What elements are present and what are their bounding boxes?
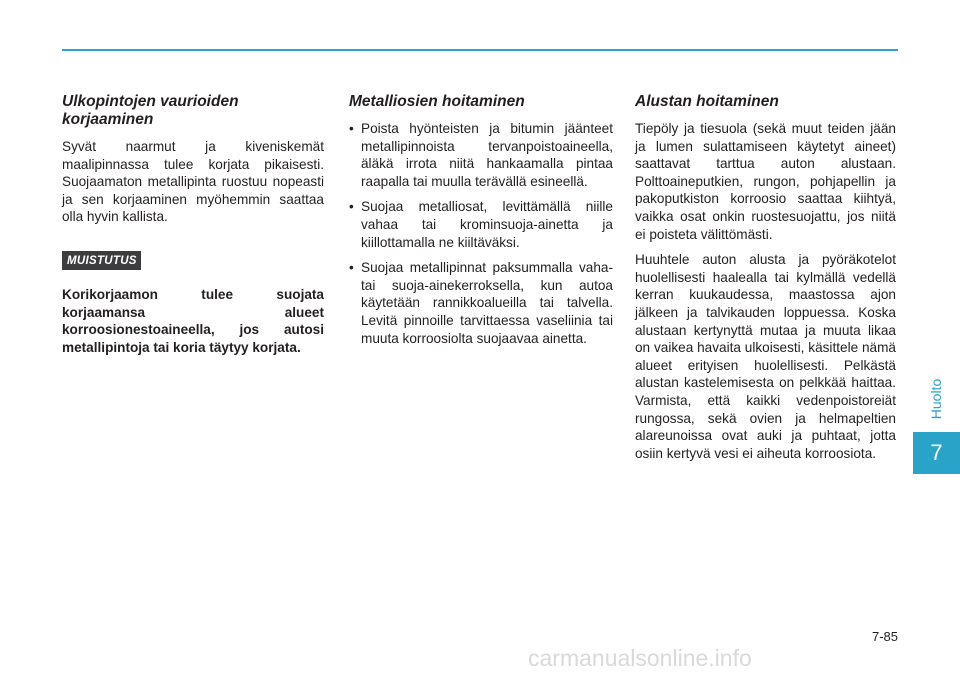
bullet-icon: • (349, 121, 354, 136)
bullet-icon: • (349, 199, 354, 215)
watermark: carmanualsonline.info (528, 645, 752, 671)
column-metal-parts (349, 93, 613, 355)
paragraph-underbody-2: Huuhtele auton alusta ja pyöräkotelot huolellisesti haalealla tai kylmällä vedellä kerran kuukaudessa, maastossa ajon jälkeen ja talvikauden loppuessa. Koska alustaan kertynyttä mutaa ja muuta likaa on vaikea havaita ulkoisesti, käsittele nämä alueet erityisen huolellisesti. Pelkästä alustan kastelemisesta on pelkkää haittaa. Varmista, että kaikki vedenpoistoreiät rungossa, sekä ovien ja helmapeltien alareunoissa ovat auki ja puhtaat, jotta osiin kertyvä vesi ei aiheuta korroosiota. (635, 252, 896, 461)
section-label (913, 370, 960, 428)
paragraph-underbody-1: Tiepöly ja tiesuola (sekä muut teiden jään ja lumen sulattamiseen käytetyt aineet) saattavat tarttua auton alustaan. Polttoaineputkien, rungon, pohjapellin ja pakoputkiston korroosio saattaa kiihtyä, vaikka osat onkin ruostesuojattu, jos niitä ei poisteta välittömästi. (635, 121, 896, 242)
chapter-tab: 7 (913, 432, 960, 474)
column-underbody (635, 93, 896, 470)
note-badge: MUISTUTUS (62, 251, 141, 270)
list-item-text: Suojaa metallipinnat paksummalla vaha- tai suoja-ainekerroksella, kun autoa käytetään rannikkoalueilla tai talvella. Levitä pinnoille tarvittaessa vaseliinia tai muuta korroosiolta suojaavaa ainetta. (361, 260, 613, 346)
metal-care-list (349, 120, 613, 347)
column-exterior-repair (62, 93, 324, 364)
heading-exterior-repair: Ulkopintojen vaurioiden korjaaminen (62, 93, 239, 128)
paragraph-exterior-repair: Syvät naarmut ja kiveniskemät maalipinnassa tulee korjata pikaisesti. Suojaamaton metallipinta ruostuu nopeasti ja sen korjaaminen myöhemmin saattaa olla hyvin kallista. (62, 139, 324, 225)
list-item-text: Poista hyönteisten ja bitumin jäänteet metallipinnoista tervanpoistoaineella, äläkä irrota niitä hankaamalla pintaa raapalla tai muulla terävällä esineellä. (361, 121, 613, 189)
page-number: 7-85 (871, 629, 898, 644)
section-label-text: Huolto (928, 378, 945, 420)
bullet-icon: • (349, 260, 354, 276)
list-item (349, 259, 613, 347)
list-item-text: Suojaa metalliosat, levittämällä niille vahaa tai krominsuoja-ainetta ja kiillottamalla ne kiiltäväksi. (361, 199, 613, 250)
top-rule (62, 49, 898, 51)
list-item (349, 198, 613, 251)
note-text: Korikorjaamon tulee suojata korjaamansa alueet korroosionestoaineella, jos autosi metallipintoja tai koria täytyy korjata. (62, 286, 324, 355)
heading-underbody: Alustan hoitaminen (635, 93, 779, 110)
list-item (349, 120, 613, 190)
heading-metal-parts: Metalliosien hoitaminen (349, 93, 525, 110)
